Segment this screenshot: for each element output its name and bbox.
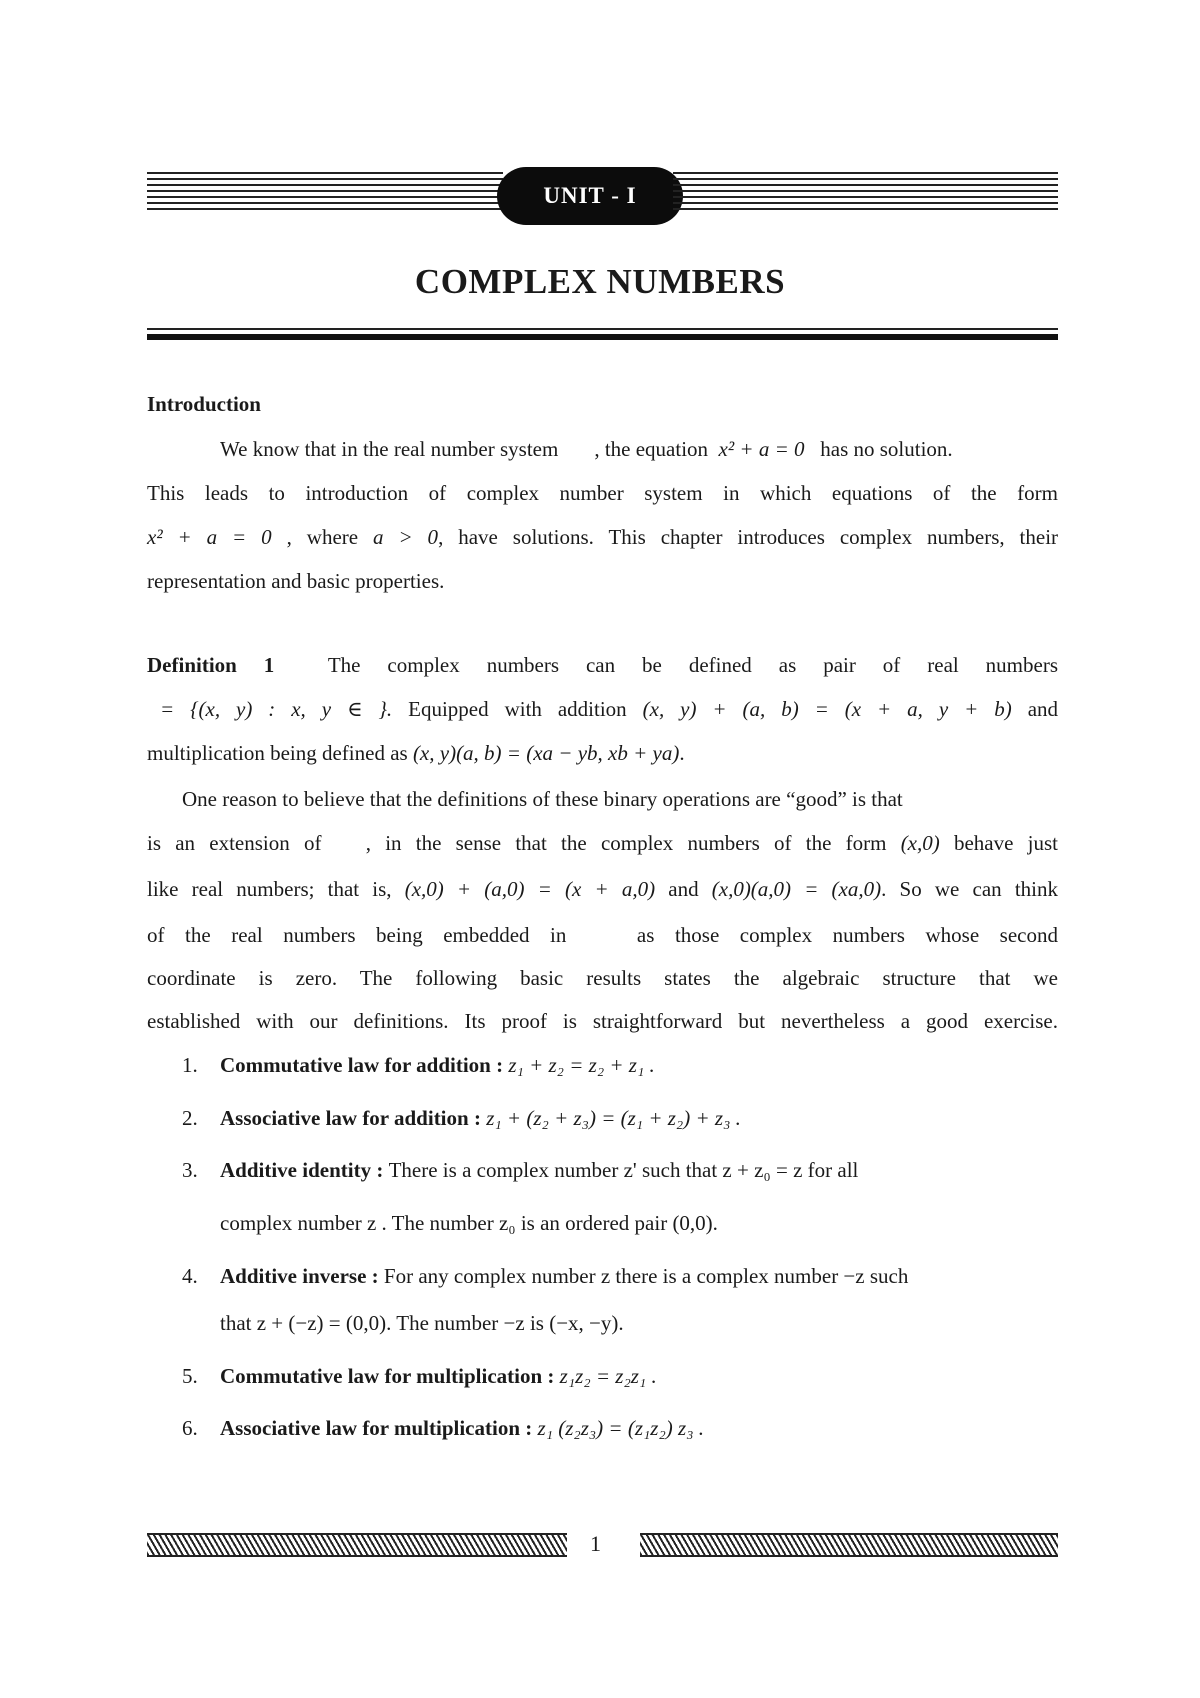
list-item: 5. Commutative law for multiplication : z₁z₂ = z₂z₁ . — [182, 1364, 657, 1388]
intro-line-2: This leads to introduction of complex number system in which equations of the form — [147, 481, 1058, 505]
page-number: 1 — [590, 1531, 601, 1556]
chapter-title: COMPLEX NUMBERS — [414, 262, 786, 301]
unit-header-rule-right — [673, 172, 1058, 210]
title-divider-thick — [147, 334, 1058, 340]
discussion-line-2: is an extension of , in the sense that the complex numbers of the form (x,0) behave just — [147, 831, 1059, 855]
list-item: 1. Commutative law for addition : z₁ + z₂ = z₂ + z₁ . — [182, 1053, 655, 1077]
intro-line-3: x² + a = 0 , where a > 0, have solutions. This chapter introduces complex numbers, their — [147, 525, 1059, 549]
footer-hatch-right — [640, 1533, 1058, 1557]
discussion-line-3: like real numbers; that is, (x,0) + (a,0) = (x + a,0) and (x,0)(a,0) = (xa,0). So we can think — [147, 877, 1059, 901]
discussion-line-1: One reason to believe that the definitions of these binary operations are “good” is that — [182, 787, 903, 811]
definition-label: Definition 1 — [147, 653, 275, 677]
list-item: 3. Additive identity : There is a complex number z' such that z + z₀ = z for all — [182, 1158, 859, 1182]
definition-line-3: multiplication being defined as (x, y)(a, b) = (xa − yb, xb + ya). — [147, 741, 685, 765]
list-item: 4. Additive inverse : For any complex number z there is a complex number −z such — [182, 1264, 909, 1288]
list-item: 6. Associative law for multiplication : z₁ (z₂z₃) = (z₁z₂) z₃ . — [182, 1416, 704, 1440]
unit-label: UNIT - I — [497, 167, 683, 225]
discussion-line-4: of the real numbers being embedded in as those complex numbers whose second — [147, 923, 1058, 947]
list-item-continuation: complex number z . The number z₀ is an ordered pair (0,0). — [220, 1211, 718, 1235]
unit-header-rule-left — [147, 172, 503, 210]
discussion-line-5: coordinate is zero. The following basic results states the algebraic structure that we — [147, 966, 1058, 990]
list-item-continuation: that z + (−z) = (0,0). The number −z is (−x, −y). — [220, 1311, 624, 1335]
list-item: 2. Associative law for addition : z₁ + (z₂ + z₃) = (z₁ + z₂) + z₃ . — [182, 1106, 741, 1130]
intro-line-4: representation and basic properties. — [147, 569, 445, 593]
title-divider-thin — [147, 328, 1058, 330]
definition-line-2: = {(x, y) : x, y ∈ }. Equipped with addition (x, y) + (a, b) = (x + a, y + b) and — [160, 697, 1059, 721]
section-heading-introduction: Introduction — [147, 392, 261, 416]
intro-line-1: We know that in the real number system , the equation x² + a = 0 has no solution. — [220, 437, 953, 461]
footer-hatch-left — [147, 1533, 567, 1557]
discussion-line-6: established with our definitions. Its proof is straightforward but nevertheless a good exercise. — [147, 1009, 1058, 1033]
definition-line-1: Definition 1 The complex numbers can be defined as pair of real numbers — [147, 653, 1058, 677]
